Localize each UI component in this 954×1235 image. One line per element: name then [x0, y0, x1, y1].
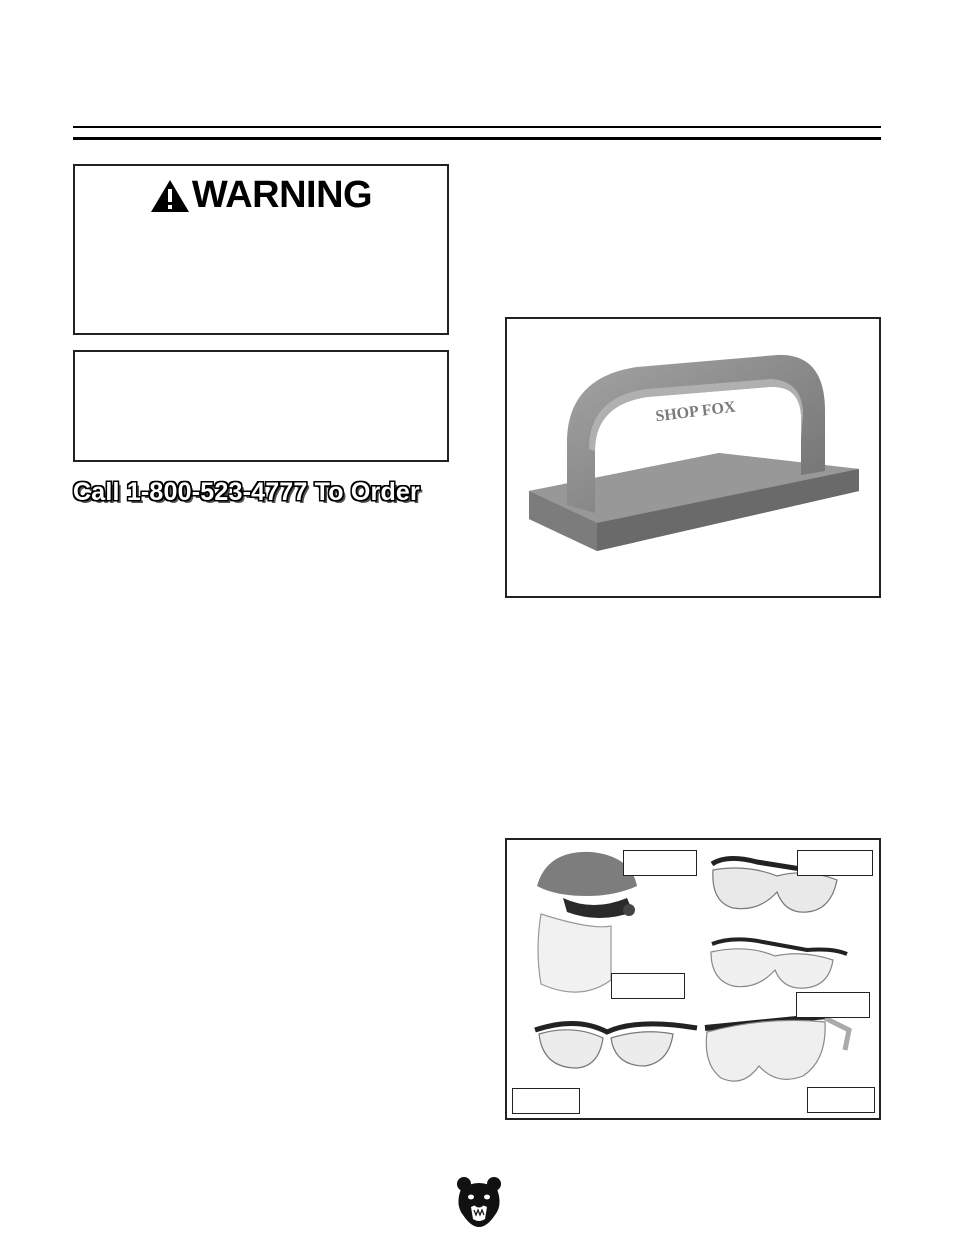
- figure-label-box: [797, 850, 873, 876]
- pushblock-figure: [505, 317, 881, 598]
- safety-glasses-2-image: [711, 939, 847, 988]
- figure-label-box: [796, 992, 870, 1018]
- warning-title: WARNING: [191, 174, 373, 216]
- safety-products-image: [507, 840, 879, 1118]
- grizzly-bear-logo: [455, 1175, 503, 1227]
- header-rule-thick: [73, 137, 881, 140]
- warning-box: [73, 164, 449, 335]
- warning-header: [75, 174, 447, 217]
- pushblock-image: [507, 319, 879, 596]
- figure-label-box: [623, 850, 697, 876]
- warning-triangle-icon: [150, 179, 190, 213]
- figure-label-box: [512, 1088, 580, 1114]
- order-phone-callout: Call 1-800-523-4777 To Order: [73, 478, 420, 506]
- safety-glasses-4-image: [705, 1016, 849, 1081]
- figure-label-box: [807, 1087, 875, 1113]
- pushblock-embossed-logo: SHOP FOX: [654, 398, 737, 426]
- safety-glasses-figure: [505, 838, 881, 1120]
- safety-glasses-3-image: [535, 1023, 697, 1068]
- figure-label-box: [611, 973, 685, 999]
- face-shield-image: [537, 852, 637, 992]
- header-rule-thin: [73, 126, 881, 128]
- notice-box: [73, 350, 449, 462]
